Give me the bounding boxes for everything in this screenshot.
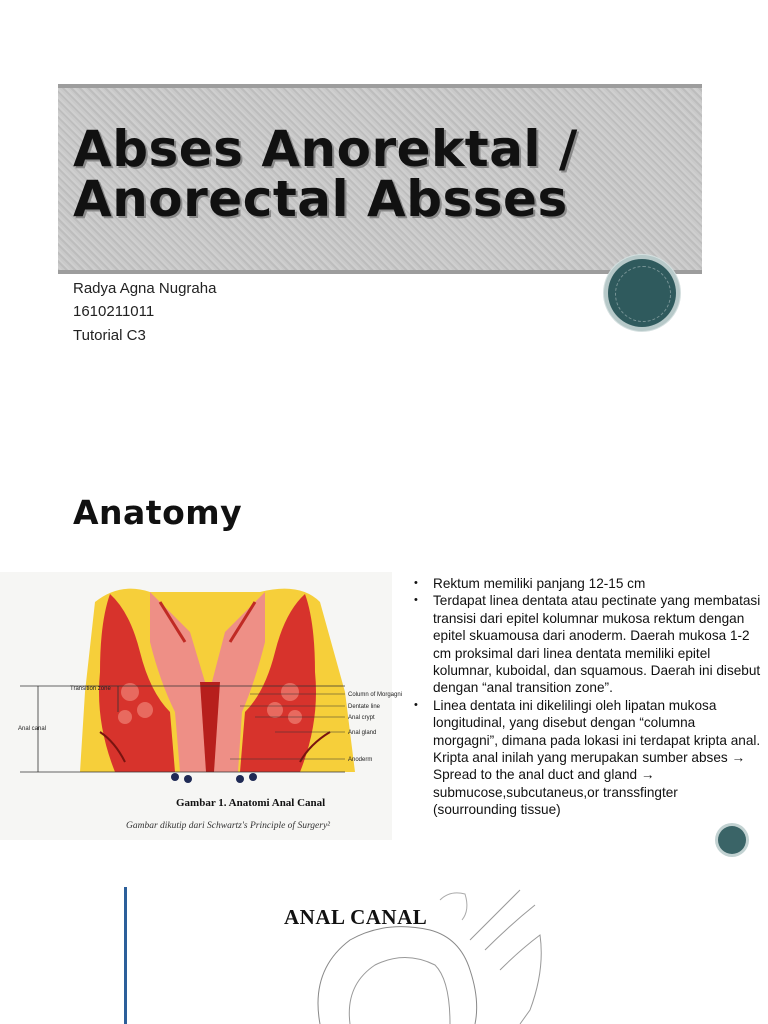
decorative-circle-large	[608, 259, 676, 327]
anal-canal-heading: ANAL CANAL	[284, 905, 428, 929]
accent-vertical-line	[124, 887, 127, 1024]
author-name: Radya Agna Nugraha	[73, 280, 217, 297]
anatomy-bullet-list	[412, 575, 762, 819]
figure-caption: Gambar 1. Anatomi Anal Canal	[176, 797, 326, 809]
student-id: 1610211011	[73, 303, 155, 320]
decorative-circle-small	[718, 826, 746, 854]
anal-canal-sketch	[200, 880, 560, 1024]
figure-label-dentate-line: Dentate line	[348, 704, 381, 710]
figure-label-anal-canal: Anal canal	[18, 726, 47, 732]
figure-label-anoderm: Anoderm	[348, 757, 373, 763]
anal-canal-figure	[0, 572, 403, 840]
tutorial-group: Tutorial C3	[73, 327, 146, 344]
slide-title	[73, 120, 693, 228]
figure-label-transition-zone: Transition zone	[70, 686, 111, 692]
anal-canal-illustration	[0, 572, 403, 840]
anatomy-heading: Anatomy	[73, 493, 243, 532]
bullet-item: • Rektum memiliki panjang 12-15 cm	[412, 575, 762, 592]
figure-label-anal-gland: Anal gland	[348, 730, 377, 736]
figure-label-column-of-morgagni: Column of Morgagni	[348, 692, 403, 698]
slide-title-line-1: Abses Anorektal /	[73, 120, 578, 178]
figure-label-anal-crypt: Anal crypt	[348, 715, 375, 721]
bullet-item: • Terdapat linea dentata atau pectinate yang membatasi transisi dari epitel kolumnar mukosa rektum dengan epitel skuamousa dari anoderm. Daerah mukosa 1-2 cm proksimal dari linea dentata memiliki epitel kolumnar, kuboidal, dan squamous. Daerah ini disebut dengan “anal transition zone”.	[412, 592, 762, 696]
title-band-bottom-rule	[58, 270, 702, 274]
title-band-top-rule	[58, 84, 702, 88]
slide-title-line-2: Anorectal Absses	[73, 170, 568, 228]
bullet-item: • Linea dentata ini dikelilingi oleh lipatan mukosa longitudinal, yang disebut dengan “columna morgagni”, dimana pada lokasi ini terdapat kripta anal. Kripta anal inilah yang merupakan sumber abses → Spread to the anal duct and gland → submucose,subcutaneus,or transsfingter (sourrounding tissue)	[412, 697, 762, 819]
figure-source: Gambar dikutip dari Schwartz's Principle of Surgery²	[126, 821, 331, 831]
